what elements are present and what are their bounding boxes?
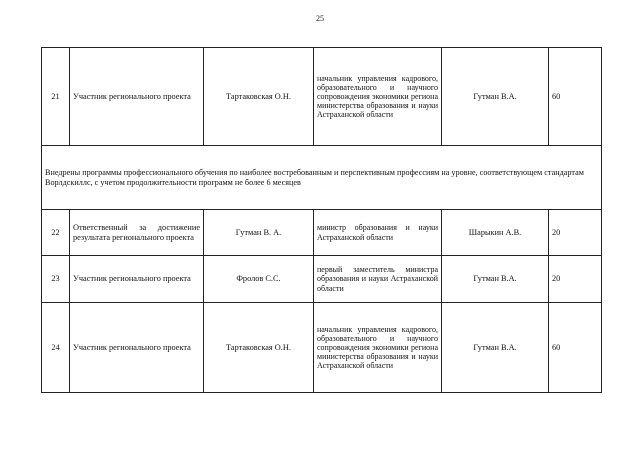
table-row <box>42 303 602 393</box>
table-row <box>42 256 602 303</box>
value-cell: 20 <box>549 256 602 303</box>
position-cell: начальник управления кадрового, образовательного и научного сопровождения экономики региона министерства образования и науки Астраханской области <box>314 303 442 393</box>
person-cell: Гутман В. А. <box>204 210 314 256</box>
supervisor-cell: Шарыкин А.В. <box>442 210 549 256</box>
responsibility-table <box>41 47 602 393</box>
role-cell: Участник регионального проекта <box>70 256 204 303</box>
position-cell: начальник управления кадрового, образовательного и научного сопровождения экономики региона министерства образования и науки Астраханской области <box>314 48 442 146</box>
page-number: 25 <box>316 14 324 23</box>
value-cell: 60 <box>549 48 602 146</box>
position-cell: первый заместитель министра образования и науки Астраханской области <box>314 256 442 303</box>
row-number: 23 <box>42 256 70 303</box>
row-number: 22 <box>42 210 70 256</box>
value-cell: 60 <box>549 303 602 393</box>
supervisor-cell: Гутман В.А. <box>442 303 549 393</box>
supervisor-cell: Гутман В.А. <box>442 48 549 146</box>
row-number: 24 <box>42 303 70 393</box>
section-row <box>42 146 602 210</box>
role-cell: Ответственный за достижение результата регионального проекта <box>70 210 204 256</box>
section-title: Внедрены программы профессионального обучения по наиболее востребованным и перспективным профессиям на уровне, соответствующем стандартам Ворлдскиллс, с учетом продолжительности программ не более 6 месяцев <box>42 146 602 210</box>
table-row <box>42 48 602 146</box>
role-cell: Участник регионального проекта <box>70 48 204 146</box>
person-cell: Фролов С.С. <box>204 256 314 303</box>
row-number: 21 <box>42 48 70 146</box>
person-cell: Тартаковская О.Н. <box>204 303 314 393</box>
supervisor-cell: Гутман В.А. <box>442 256 549 303</box>
position-cell: министр образования и науки Астраханской области <box>314 210 442 256</box>
value-cell: 20 <box>549 210 602 256</box>
role-cell: Участник регионального проекта <box>70 303 204 393</box>
person-cell: Тартаковская О.Н. <box>204 48 314 146</box>
table-row <box>42 210 602 256</box>
